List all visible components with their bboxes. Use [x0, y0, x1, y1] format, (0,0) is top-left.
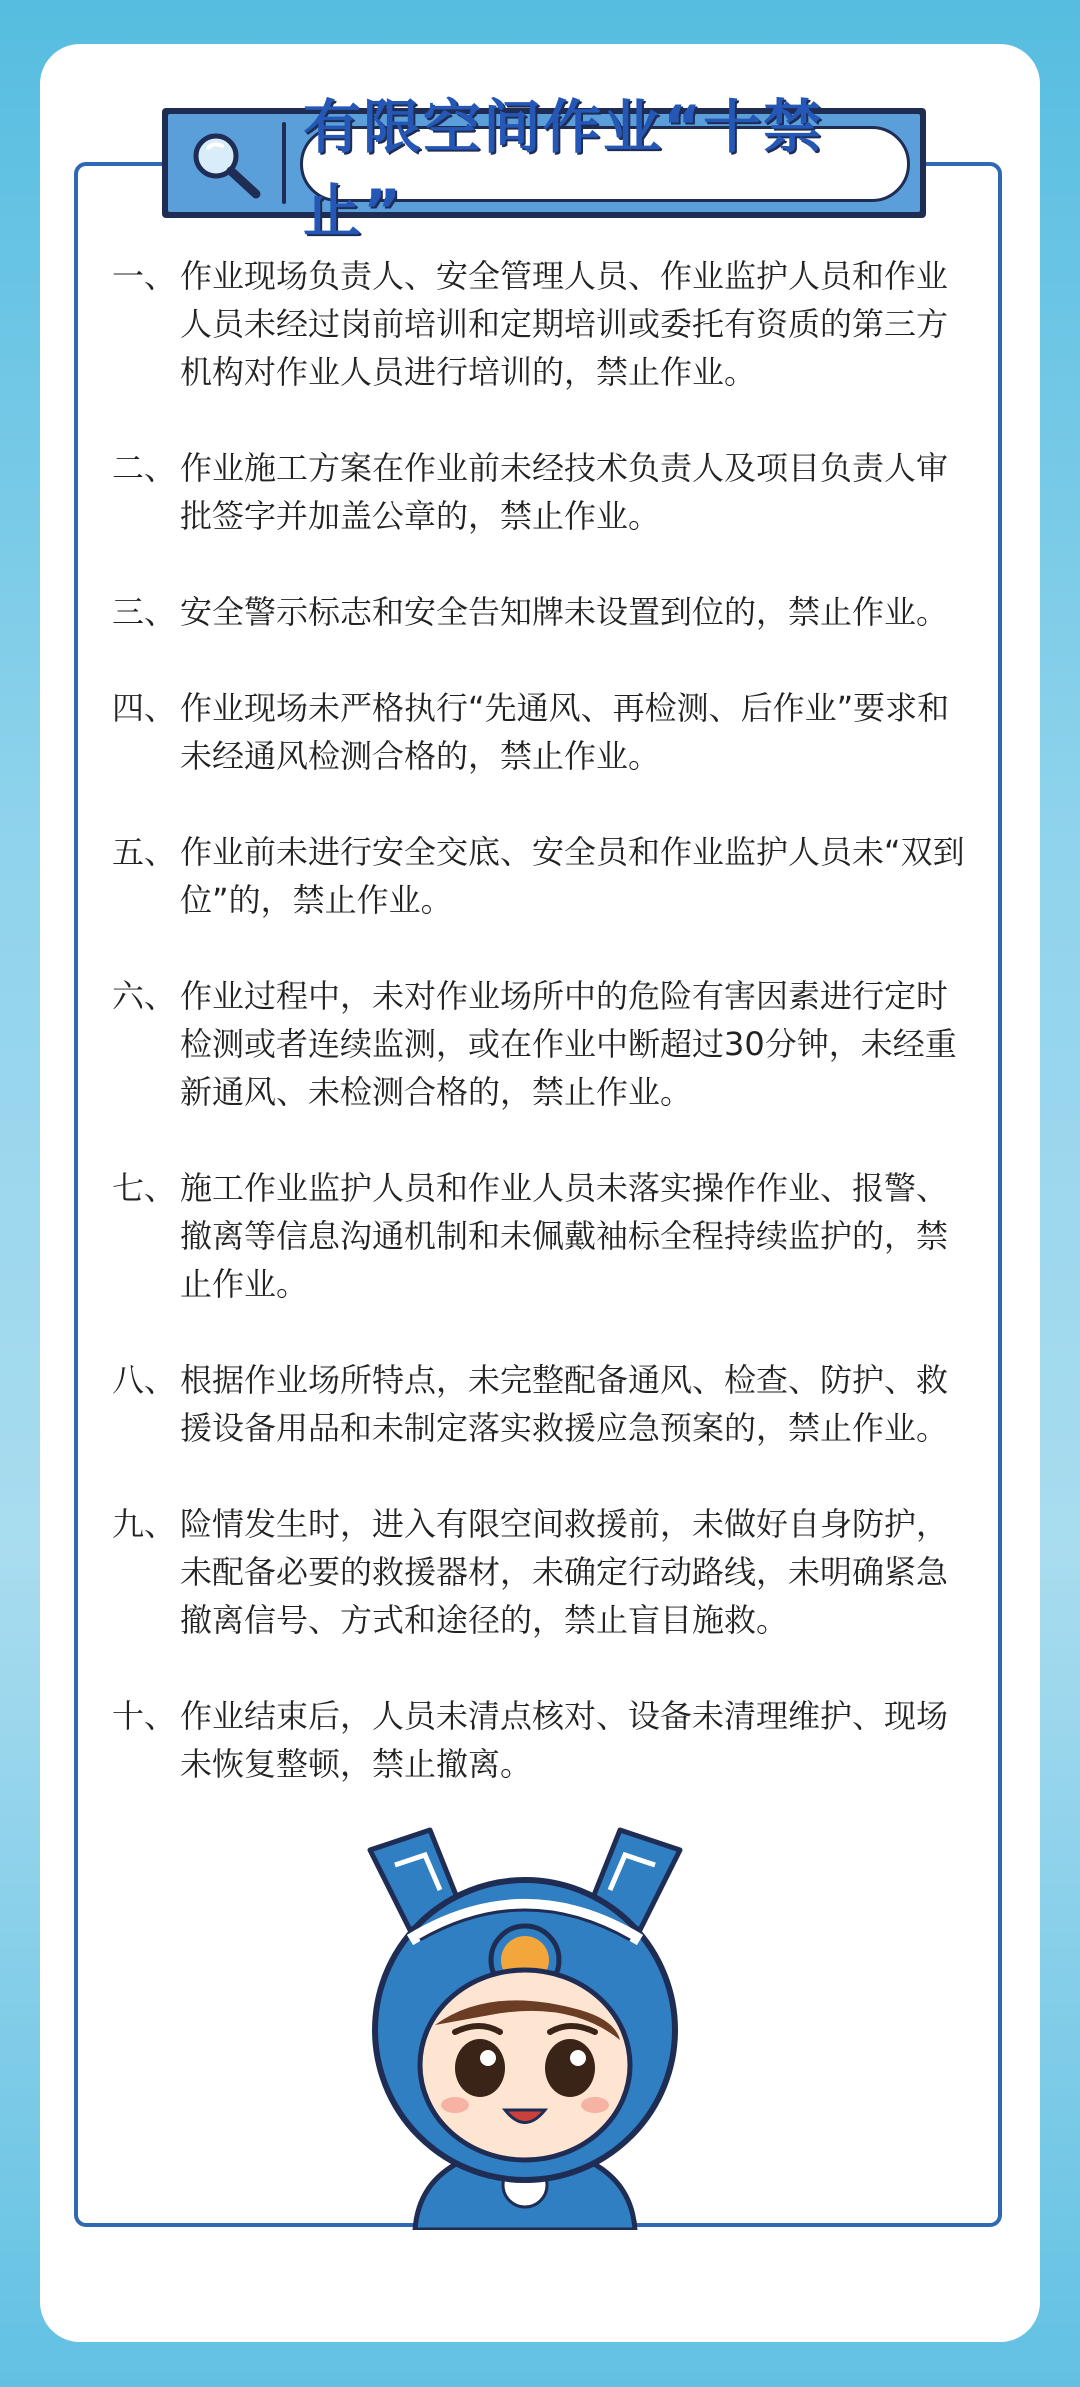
title-banner-inner [168, 93, 920, 245]
rule-text: 作业结束后，人员未清点核对、设备未清理维护、现场未恢复整顿，禁止撤离。 [180, 1697, 949, 1783]
rules-list [112, 252, 972, 1836]
rule-number: 十、 [112, 1697, 177, 1735]
list-item [112, 1356, 972, 1452]
list-item [112, 444, 972, 540]
list-item [112, 588, 972, 636]
rule-number: 七、 [112, 1169, 177, 1207]
list-item [112, 684, 972, 780]
rule-text: 作业过程中，未对作业场所中的危险有害因素进行定时检测或者连续监测，或在作业中断超过30分钟，未经重新通风、未检测合格的，禁止作业。 [180, 977, 957, 1111]
list-item [112, 252, 972, 396]
rule-text: 作业前未进行安全交底、安全员和作业监护人员未“双到位”的，禁止作业。 [180, 833, 965, 919]
rule-number: 三、 [112, 593, 177, 631]
magnifier-icon [186, 126, 264, 200]
rule-text: 施工作业监护人员和作业人员未落实操作作业、报警、撤离等信息沟通机制和未佩戴袖标全程持续监护的，禁止作业。 [180, 1169, 949, 1303]
rule-number: 一、 [112, 257, 177, 295]
mascot-illustration [340, 1810, 710, 2230]
list-item [112, 1692, 972, 1788]
list-item [112, 1164, 972, 1308]
rule-text: 作业现场负责人、安全管理人员、作业监护人员和作业人员未经过岗前培训和定期培训或委托有资质的第三方机构对作业人员进行培训的，禁止作业。 [180, 257, 949, 391]
rule-text: 根据作业场所特点，未完整配备通风、检查、防护、救援设备用品和未制定落实救援应急预案的，禁止作业。 [180, 1361, 949, 1447]
list-item [112, 828, 972, 924]
rule-number: 九、 [112, 1505, 177, 1543]
list-item [112, 1500, 972, 1644]
rule-number: 八、 [112, 1361, 177, 1399]
list-item [112, 972, 972, 1116]
rule-text: 安全警示标志和安全告知牌未设置到位的，禁止作业。 [180, 593, 949, 631]
rule-text: 险情发生时，进入有限空间救援前，未做好自身防护，未配备必要的救援器材，未确定行动路线，未明确紧急撤离信号、方式和途径的，禁止盲目施救。 [180, 1505, 949, 1639]
banner-divider [282, 122, 286, 204]
page-title: 有限空间作业“十禁止” [300, 126, 910, 202]
rule-number: 六、 [112, 977, 177, 1015]
title-banner [162, 93, 926, 245]
rule-number: 五、 [112, 833, 177, 871]
rule-text: 作业现场未严格执行“先通风、再检测、后作业”要求和未经通风检测合格的，禁止作业。 [180, 689, 950, 775]
rule-text: 作业施工方案在作业前未经技术负责人及项目负责人审批签字并加盖公章的，禁止作业。 [180, 449, 949, 535]
rule-number: 二、 [112, 449, 177, 487]
rule-number: 四、 [112, 689, 177, 727]
